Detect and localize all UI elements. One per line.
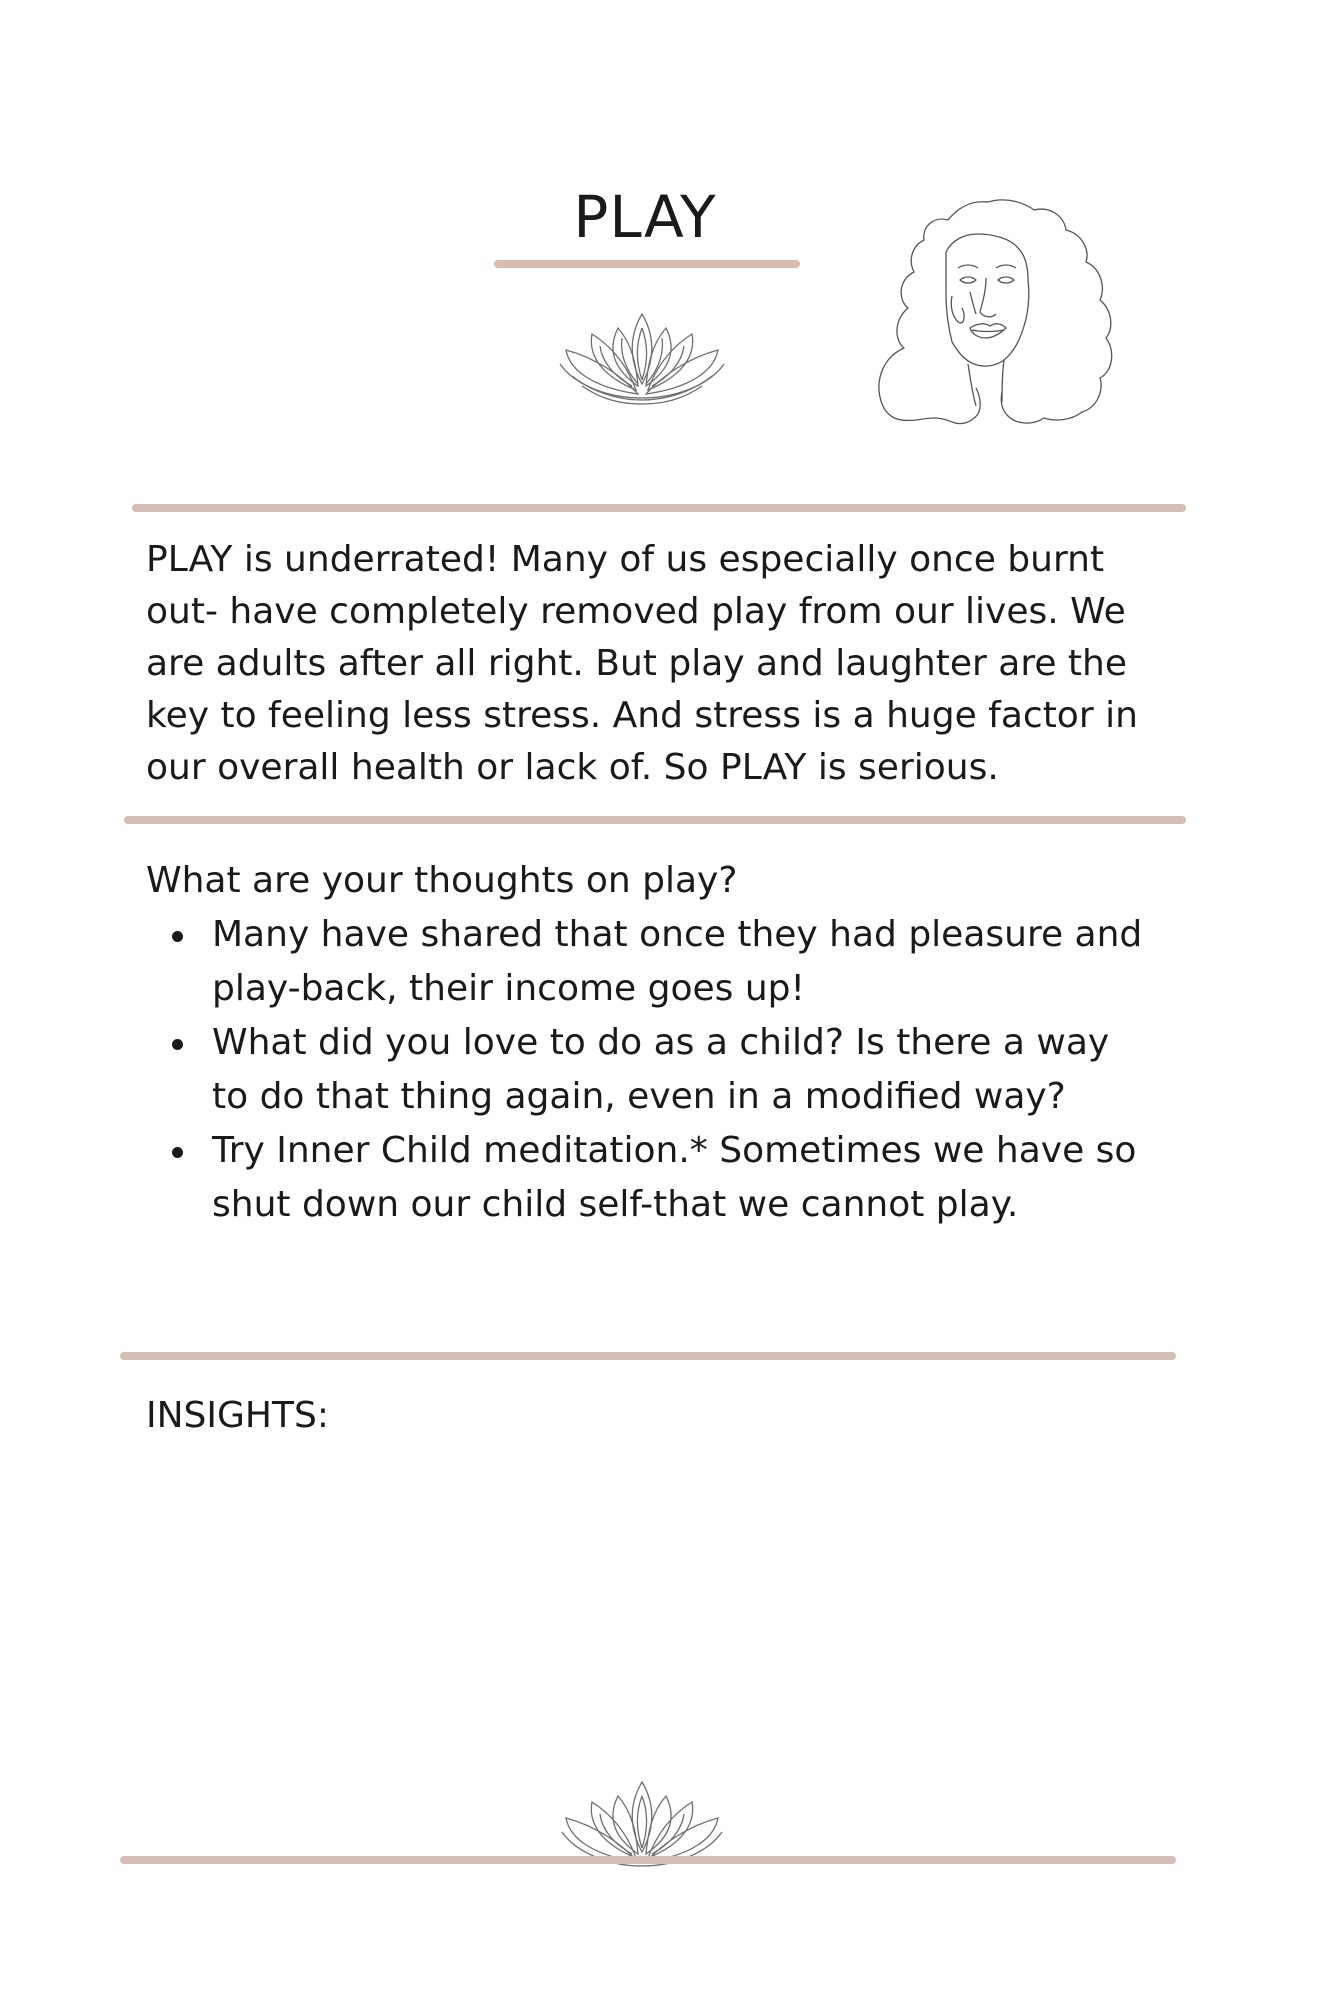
title-underline (494, 260, 800, 268)
reflection-question: What are your thoughts on play? (146, 860, 738, 901)
reflection-list (146, 908, 1146, 1232)
list-item (146, 1124, 1146, 1232)
list-item-text: Many have shared that once they had pleasure and play-back, their income goes up! (212, 914, 1143, 1009)
lotus-icon (552, 306, 732, 406)
page-title: PLAY (573, 183, 717, 251)
divider (132, 504, 1186, 512)
list-item (146, 1016, 1146, 1124)
list-item-text: What did you love to do as a child? Is there a way to do that thing again, even in a modified way? (212, 1022, 1110, 1117)
intro-paragraph: PLAY is underrated! Many of us especially once burnt out- have completely removed play from our lives. We are adults after all right. But play and laughter are the key to feeling less stress. And stress is a huge factor in our overall health or lack of. So PLAY is serious. (146, 539, 1138, 788)
list-item-text: Try Inner Child meditation.* Sometimes we have so shut down our child self-that we cannot play. (212, 1130, 1137, 1225)
woman-line-portrait-icon (868, 196, 1128, 428)
list-item (146, 908, 1146, 1016)
bullet-icon (172, 1039, 183, 1050)
divider (120, 1856, 1176, 1864)
insights-label: INSIGHTS: (146, 1395, 329, 1436)
bullet-icon (172, 931, 183, 942)
bullet-icon (172, 1147, 183, 1158)
divider (124, 816, 1186, 824)
divider (120, 1352, 1176, 1360)
